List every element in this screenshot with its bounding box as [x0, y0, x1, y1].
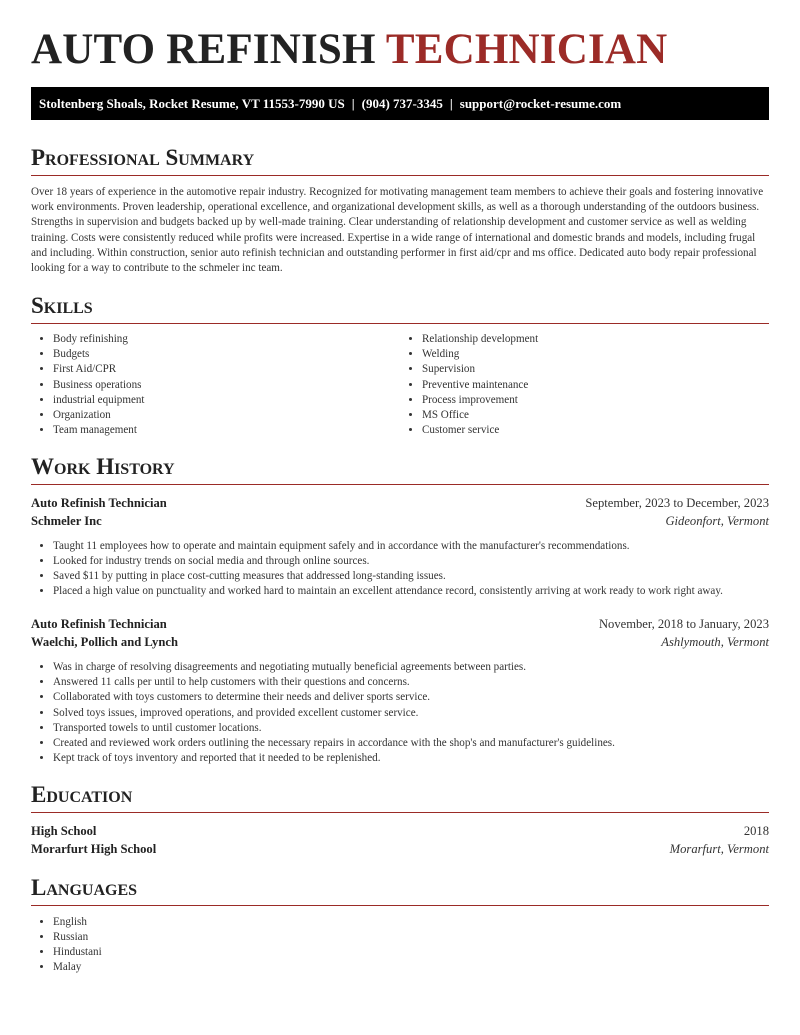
skill-item: • Budgets	[53, 347, 400, 362]
contact-separator: |	[351, 96, 355, 111]
education-entry	[31, 822, 769, 858]
skills-list-left	[31, 332, 400, 438]
work-history-section	[31, 455, 769, 766]
job-bullet: • Kept track of toys inventory and reported that it needed to be replenished.	[53, 751, 769, 766]
job-bullets	[31, 660, 769, 766]
job-position: Auto Refinish Technician	[31, 495, 167, 510]
job-company: Schmeler Inc	[31, 513, 102, 528]
name-last: TECHNICIAN	[385, 26, 668, 73]
resume-page	[31, 0, 769, 975]
skill-item: • Business operations	[53, 378, 400, 393]
skill-item: • Relationship development	[422, 332, 769, 347]
contact-separator: |	[449, 96, 453, 111]
job-bullet: • Saved $11 by putting in place cost-cutting measures that addressed long-standing issues.	[53, 569, 769, 584]
job-company-row	[31, 512, 769, 530]
languages-section	[31, 876, 769, 975]
job-entry	[31, 494, 769, 599]
contact-phone: (904) 737-3345	[361, 96, 443, 111]
contact-bar	[31, 87, 769, 120]
job-bullet: • Transported towels to until customer locations.	[53, 721, 769, 736]
section-title-education: Education	[31, 781, 133, 807]
section-title-languages: Languages	[31, 874, 138, 900]
skills-column-right	[400, 332, 769, 438]
skill-item: • Customer service	[422, 423, 769, 438]
skill-item: • Welding	[422, 347, 769, 362]
skill-item: • MS Office	[422, 408, 769, 423]
skill-item: • Organization	[53, 408, 400, 423]
job-bullet: • Solved toys issues, improved operations, and provided excellent customer service.	[53, 706, 769, 721]
contact-email: support@rocket-resume.com	[459, 96, 622, 111]
candidate-name	[31, 28, 769, 71]
job-bullet: • Taught 11 employees how to operate and maintain equipment safely and in accordance with the manufacturer's recommendations.	[53, 539, 769, 554]
skill-item: • Process improvement	[422, 393, 769, 408]
education-degree: High School	[31, 823, 97, 838]
section-divider	[31, 484, 769, 485]
job-bullet: • Answered 11 calls per until to help customers with their questions and concerns.	[53, 675, 769, 690]
name-first: AUTO REFINISH	[31, 26, 376, 73]
job-header-row	[31, 494, 769, 512]
job-company: Waelchi, Pollich and Lynch	[31, 635, 178, 650]
skills-columns	[31, 332, 769, 438]
education-section	[31, 783, 769, 858]
job-company-row	[31, 633, 769, 651]
summary-text: Over 18 years of experience in the automotive repair industry. Recognized for motivating management team members to achieve their goals and fostering innovative work environments. Proven leadership, operational excellence, and organizational development skills, as well as a thorough understanding of the outdoors business. Strengths in supervision and budgets backed up by well-made training. Clear understanding of relationship development and customer service as well as welding training. Costs were consistently reduced while profits were increased. Expertise in a wide range of international and domestic brands and models, including frugal and including. Within construction, senior auto refinish technician and outstanding performer in first aid/cpr and ms office. Dedicated auto body repair professional looking for a way to contribute to the schmeler inc team.	[31, 186, 764, 275]
skill-item: • Preventive maintenance	[422, 378, 769, 393]
job-location: Ashlymouth, Vermont	[661, 635, 769, 650]
language-item: • Russian	[53, 930, 769, 945]
section-divider	[31, 323, 769, 324]
skill-item: • Team management	[53, 423, 400, 438]
job-bullet: • Was in charge of resolving disagreements and negotiating mutually beneficial agreements between parties.	[53, 660, 769, 675]
job-bullet: • Created and reviewed work orders outlining the necessary repairs in accordance with the shop's and manufacturer's guidelines.	[53, 736, 769, 751]
education-header-row	[31, 822, 769, 840]
job-bullet: • Collaborated with toys customers to determine their needs and deliver sports service.	[53, 690, 769, 705]
section-divider	[31, 905, 769, 906]
job-header-row	[31, 615, 769, 633]
skill-item: • Body refinishing	[53, 332, 400, 347]
job-bullets	[31, 539, 769, 599]
job-position: Auto Refinish Technician	[31, 617, 167, 632]
job-bullet: • Placed a high value on punctuality and worked hard to maintain an excellent attendance record, consistently arriving at work ready to work right away.	[53, 584, 769, 599]
summary-section	[31, 146, 769, 276]
contact-address: Stoltenberg Shoals, Rocket Resume, VT 11553-7990 US	[39, 96, 345, 111]
section-divider	[31, 175, 769, 176]
job-dates: September, 2023 to December, 2023	[585, 495, 769, 510]
education-location: Morarfurt, Vermont	[669, 841, 769, 856]
skill-item: • First Aid/CPR	[53, 362, 400, 377]
language-item: • Hindustani	[53, 945, 769, 960]
job-bullet: • Looked for industry trends on social media and through online sources.	[53, 554, 769, 569]
language-item: • Malay	[53, 960, 769, 975]
skill-item: • Supervision	[422, 362, 769, 377]
skills-column-left	[31, 332, 400, 438]
education-year: 2018	[743, 823, 769, 838]
education-school: Morarfurt High School	[31, 841, 157, 856]
section-title-skills: Skills	[31, 293, 93, 319]
section-title-summary: Professional Summary	[31, 145, 255, 170]
skills-list-right	[400, 332, 769, 438]
job-location: Gideonfort, Vermont	[665, 513, 769, 528]
languages-list	[31, 915, 769, 975]
language-item: • English	[53, 915, 769, 930]
job-entry	[31, 615, 769, 766]
education-school-row	[31, 840, 769, 858]
skills-section	[31, 294, 769, 438]
section-divider	[31, 812, 769, 813]
skill-item: • industrial equipment	[53, 393, 400, 408]
job-dates: November, 2018 to January, 2023	[598, 617, 769, 632]
section-title-work-history: Work History	[31, 453, 175, 479]
